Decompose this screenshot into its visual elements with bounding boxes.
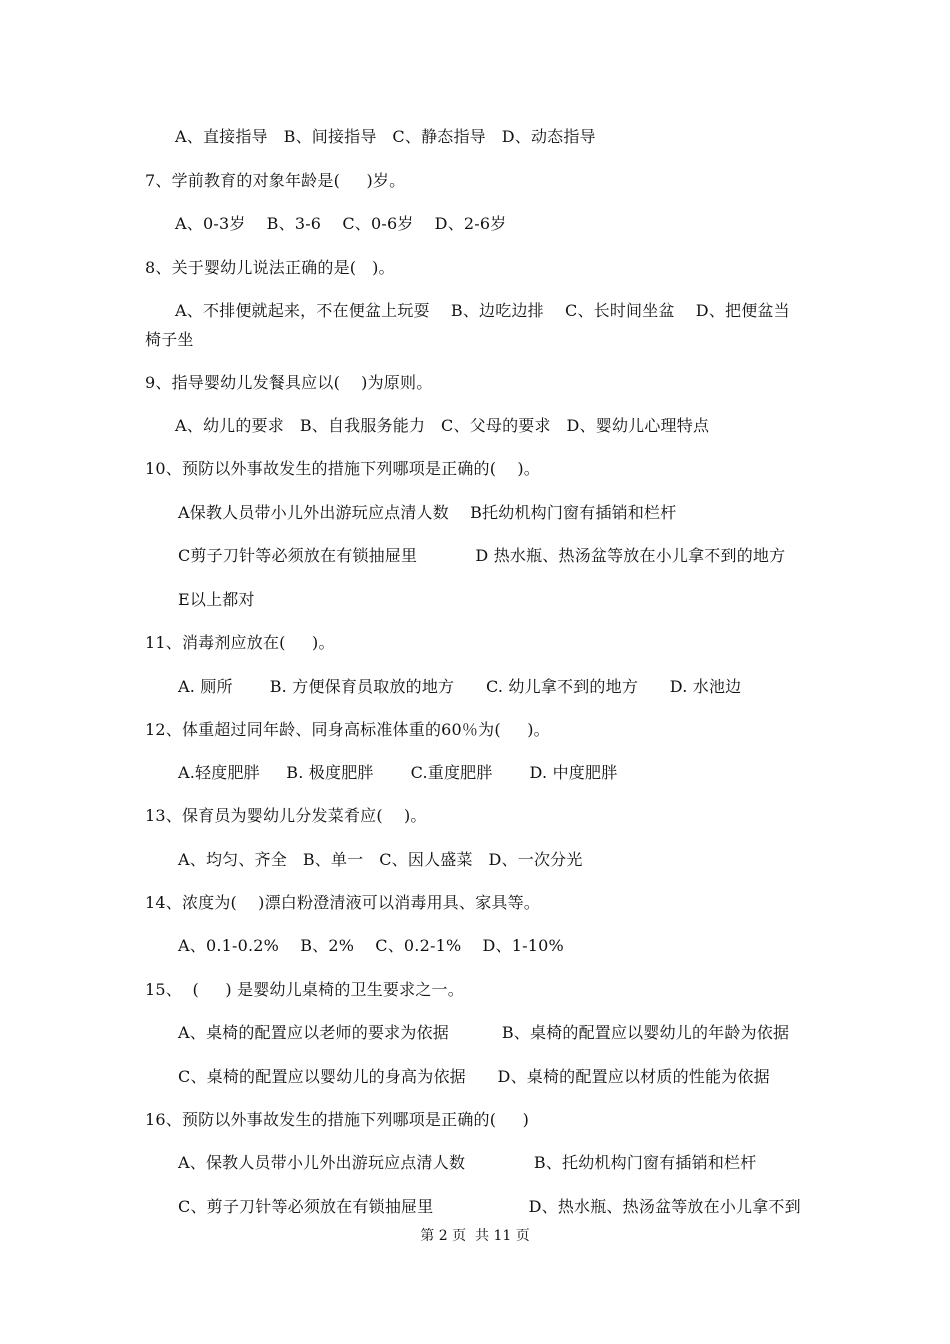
q13-question: 13、保育员为婴幼儿分发菜肴应( )。	[145, 806, 427, 825]
q10-question: 10、预防以外事故发生的措施下列哪项是正确的( )。	[145, 459, 540, 478]
q8-options-continued: 椅子坐	[145, 330, 194, 349]
q15-question: 15、 ( ) 是婴幼儿桌椅的卫生要求之一。	[145, 980, 464, 999]
q16-question: 16、预防以外事故发生的措施下列哪项是正确的( )	[145, 1110, 530, 1129]
q10-options-line-2: C剪子刀针等必须放在有锁抽屉里 D 热水瓶、热汤盆等放在小儿拿不到的地方	[178, 546, 786, 565]
q8-question: 8、关于婴幼儿说法正确的是( )。	[145, 258, 395, 277]
q10-options-line-3: E以上都对	[178, 590, 255, 609]
q9-options: A、幼儿的要求 B、自我服务能力 C、父母的要求 D、婴幼儿心理特点	[175, 416, 710, 435]
q11-options: A. 厕所 B. 方便保育员取放的地方 C. 幼儿拿不到的地方 D. 水池边	[178, 677, 742, 696]
q12-options: A.轻度肥胖 B. 极度肥胖 C.重度肥胖 D. 中度肥胖	[178, 763, 618, 782]
q7-question: 7、学前教育的对象年龄是( )岁。	[145, 171, 406, 190]
q15-options-line-2: C、桌椅的配置应以婴幼儿的身高为依据 D、桌椅的配置应以材质的性能为依据	[178, 1067, 770, 1086]
q14-question: 14、浓度为( )漂白粉澄清液可以消毒用具、家具等。	[145, 893, 540, 912]
q16-options-line-1: A、保教人员带小儿外出游玩应点清人数 B、托幼机构门窗有插销和栏杆	[178, 1153, 757, 1172]
q10-options-line-1: A保教人员带小儿外出游玩应点清人数 B托幼机构门窗有插销和栏杆	[178, 503, 677, 522]
q9-question: 9、指导婴幼儿发餐具应以( )为原则。	[145, 373, 433, 392]
page-number-footer: 第 2 页 共 11 页	[420, 1228, 530, 1244]
q15-options-line-1: A、桌椅的配置应以老师的要求为依据 B、桌椅的配置应以婴幼儿的年龄为依据	[178, 1023, 790, 1042]
q13-options: A、均匀、齐全 B、单一 C、因人盛菜 D、一次分光	[178, 850, 583, 869]
q7-options: A、0-3岁 B、3-6 C、0-6岁 D、2-6岁	[175, 214, 507, 233]
q11-question: 11、消毒剂应放在( )。	[145, 633, 335, 652]
q14-options: A、0.1-0.2% B、2% C、0.2-1% D、1-10%	[178, 936, 564, 955]
q16-options-line-2: C、剪子刀针等必须放在有锁抽屉里 D、热水瓶、热汤盆等放在小儿拿不到	[178, 1197, 801, 1216]
q8-options: A、不排便就起来，不在便盆上玩耍 B、边吃边排 C、长时间坐盆 D、把便盆当	[175, 301, 790, 320]
q12-question: 12、体重超过同年龄、同身高标准体重的60％为( )。	[145, 720, 550, 739]
q6-options: A、直接指导 B、间接指导 C、静态指导 D、动态指导	[175, 127, 596, 146]
